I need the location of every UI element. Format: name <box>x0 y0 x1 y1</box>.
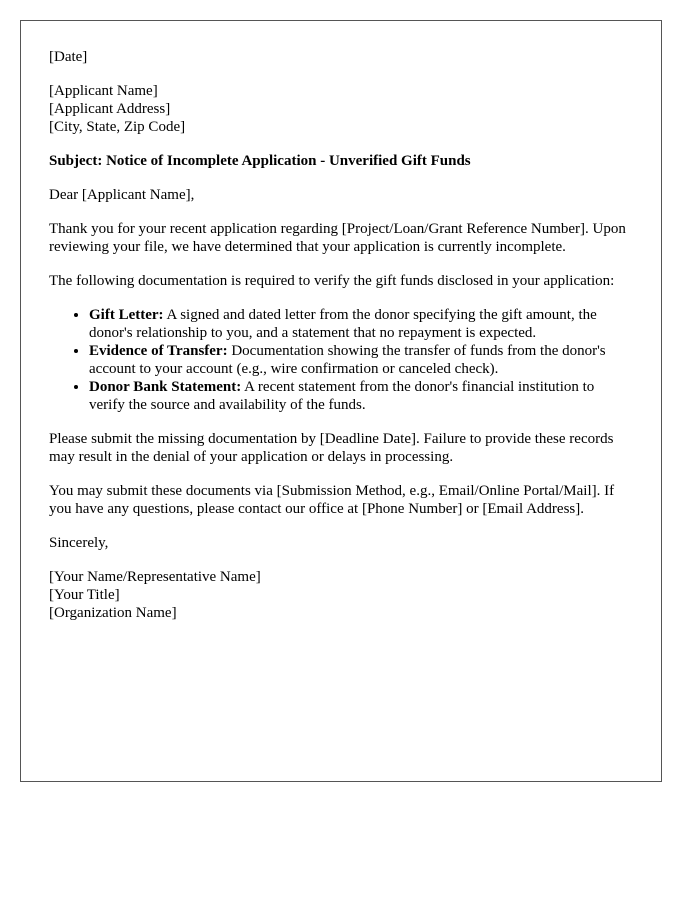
salutation: Dear [Applicant Name], <box>49 187 195 203</box>
signature-organization: [Organization Name] <box>49 605 177 621</box>
deadline-paragraph: Please submit the missing documentation by [Deadline Date]. Failure to provide these records may result in the denial of your application or delays in processing. <box>49 431 614 465</box>
requirements-list <box>49 306 633 414</box>
intro-paragraph: Thank you for your recent application regarding [Project/Loan/Grant Reference Number]. Upon reviewing your file, we have determined that your application is currently incomplete. <box>49 221 626 255</box>
list-item <box>89 378 633 414</box>
requirement-text: A signed and dated letter from the donor specifying the gift amount, the donor's relationship to you, and a statement that no repayment is expected. <box>89 307 597 341</box>
closing: Sincerely, <box>49 535 109 551</box>
list-item <box>89 306 633 342</box>
recipient-name: [Applicant Name] <box>49 83 158 99</box>
date: [Date] <box>49 49 88 65</box>
subject-line: Subject: Notice of Incomplete Application - Unverified Gift Funds <box>49 153 471 169</box>
requirement-title: Donor Bank Statement: <box>89 379 242 395</box>
recipient-address: [Applicant Address] <box>49 101 171 117</box>
submission-paragraph: You may submit these documents via [Submission Method, e.g., Email/Online Portal/Mail]. If you have any questions, please contact our office at [Phone Number] or [Email Address]. <box>49 483 615 517</box>
recipient-block <box>49 82 633 136</box>
signature-block <box>49 568 633 622</box>
requirements-intro: The following documentation is required to verify the gift funds disclosed in your application: <box>49 273 615 289</box>
letter <box>20 20 662 782</box>
requirement-text: A recent statement from the donor's financial institution to verify the source and availability of the funds. <box>89 379 595 413</box>
recipient-city-state-zip: [City, State, Zip Code] <box>49 119 186 135</box>
requirement-title: Gift Letter: <box>89 307 164 323</box>
requirement-title: Evidence of Transfer: <box>89 343 228 359</box>
signature-name: [Your Name/Representative Name] <box>49 569 261 585</box>
list-item <box>89 342 633 378</box>
requirement-text: Documentation showing the transfer of funds from the donor's account to your account (e.g., wire confirmation or canceled check). <box>89 343 606 377</box>
signature-title: [Your Title] <box>49 587 120 603</box>
